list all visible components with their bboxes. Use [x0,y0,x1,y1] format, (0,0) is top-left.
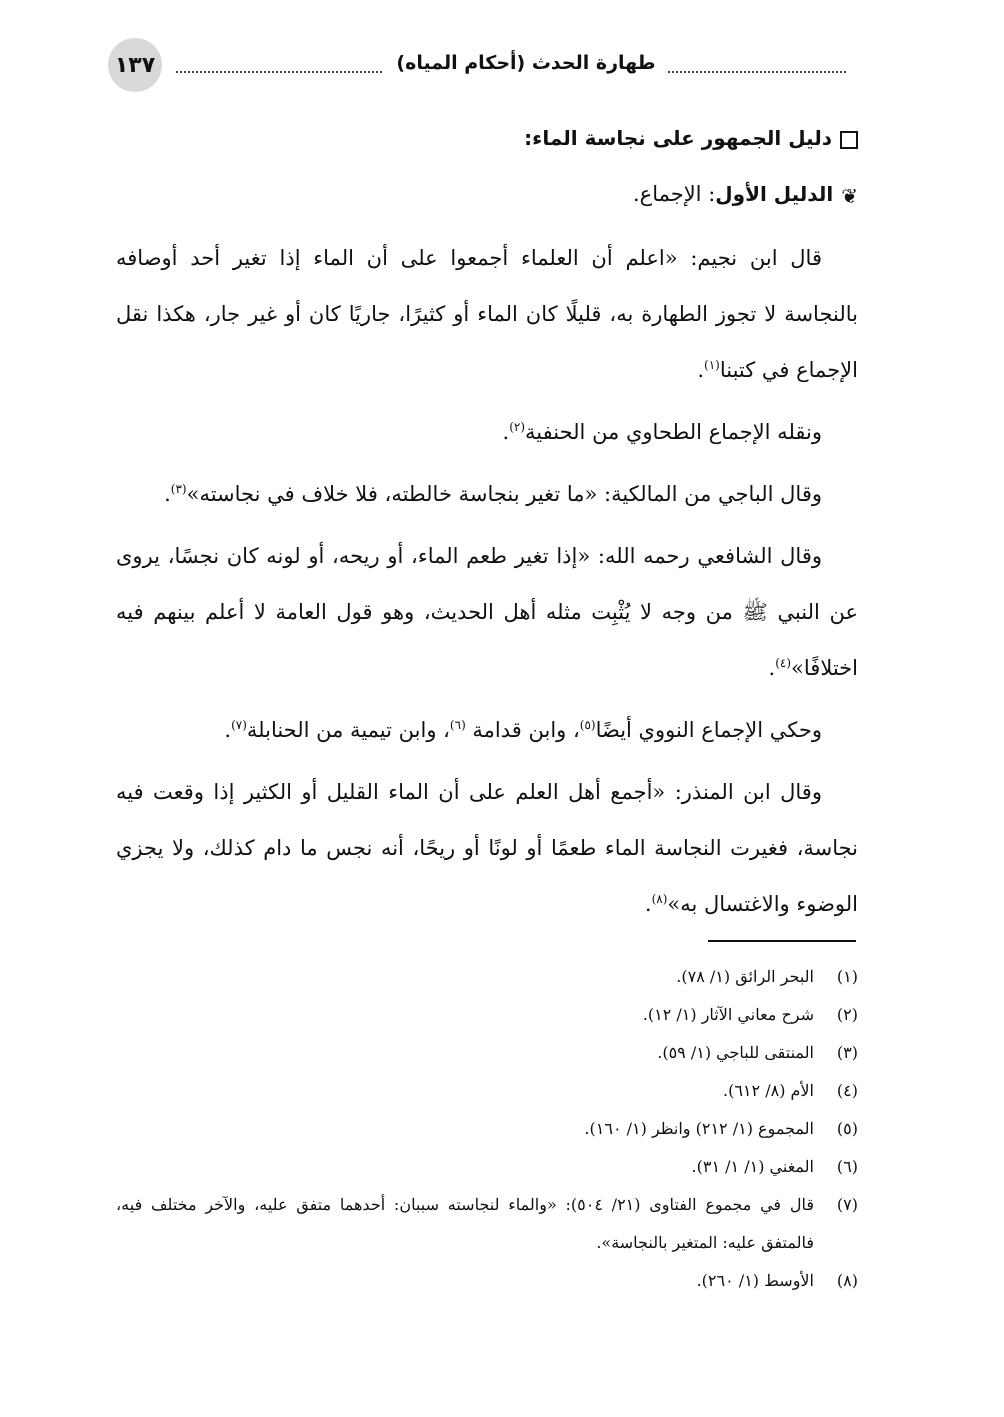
footnote-ref[interactable]: (٤) [775,655,792,670]
footnote-item [116,1186,858,1262]
footnote-ref[interactable]: (٨) [651,891,668,906]
section-heading-text: دليل الجمهور على نجاسة الماء: [524,126,832,150]
paragraph-tail: . [164,481,171,506]
footnote-number: (٨) [836,1271,858,1290]
page-number: ١٣٧ [108,38,162,92]
footnote-ref[interactable]: (٣) [170,481,187,496]
footnote-number: (١) [836,967,858,986]
paragraph-text: وقال الباجي من المالكية: «ما تغير بنجاسة خالطته، فلا خلاف في نجاسته» [186,481,822,506]
evidence-label: الدليل الأول [715,182,834,206]
leaf-ornament-icon: ❦ [841,183,858,208]
footnote-number: (٣) [836,1043,858,1062]
footnote-separator [708,940,856,942]
paragraph-tail: . [224,717,232,742]
footnote-ref[interactable]: (١) [704,357,720,372]
paragraph-tail: . [644,891,652,916]
paragraph-text: ، وابن قدامة [465,717,580,742]
paragraph-tahawi [116,404,858,460]
running-title: طهارة الحدث (أحكام المياه) [396,52,656,74]
paragraph-text: وقال ابن المنذر: «أجمع أهل العلم على أن الماء القليل أو الكثير إذا وقعت فيه نجاسة، فغيرت النجاسة الماء طعمًا أو لونًا أو ريحًا، أنه نجس ما دام كذلك، ولا يجزي الوضوء والاغتسال به» [116,779,858,916]
footnote-item [116,1072,858,1110]
paragraph-tail: . [502,419,510,444]
footnote-item [116,1148,858,1186]
footnotes [116,958,858,1300]
footnote-text: الأوسط (١/ ٢٦٠). [696,1271,814,1290]
section-heading [116,110,858,166]
footnote-ref[interactable]: (٥) [579,717,596,732]
footnote-ref[interactable]: (٢) [509,419,526,434]
checkbox-square-icon [840,131,858,149]
paragraph-ibn-mundhir [116,764,858,932]
footnote-text: البحر الرائق (١/ ٧٨). [676,967,814,986]
paragraph-text: وحكي الإجماع النووي أيضًا [595,717,822,742]
footnote-ref[interactable]: (٦) [449,717,466,732]
footnote-number: (٥) [836,1119,858,1138]
footnote-text: المجموع (١/ ٢١٢) وانظر (١/ ١٦٠). [584,1119,814,1138]
footnote-item [116,1262,858,1300]
footnote-item [116,1110,858,1148]
paragraph-nawawi [116,702,858,758]
footnote-item [116,958,858,996]
footnote-item [116,1034,858,1072]
footnote-ref[interactable]: (٧) [231,717,247,732]
paragraph-shafii [116,528,858,696]
paragraph-baji [116,466,858,522]
footnote-text: المغني (١/ ١/ ٣١). [691,1157,814,1176]
header-dotted-leader-right [668,71,846,73]
footnote-number: (٧) [836,1195,858,1214]
footnote-text: المنتقى للباجي (١/ ٥٩). [657,1043,814,1062]
evidence-text: : الإجماع. [632,182,716,206]
paragraph-tail: . [697,357,704,382]
header-dotted-leader-left [176,71,382,73]
main-text [116,110,858,932]
footnote-item [116,996,858,1034]
evidence-line [116,166,858,224]
footnote-text: الأم (٨/ ٦١٢). [723,1081,814,1100]
paragraph-text: ونقله الإجماع الطحاوي من الحنفية [525,419,822,444]
paragraph-text: ، وابن تيمية من الحنابلة [246,717,450,742]
paragraph-text: قال ابن نجيم: «اعلم أن العلماء أجمعوا على أن الماء إذا تغير أحد أوصافه بالنجاسة لا تجوز الطهارة به، قليلًا كان الماء أو كثيرًا، جاريًا كان أو غير جار، هكذا نقل الإجماع في كتبنا [116,245,858,382]
paragraph-ibn-nujaym [116,230,858,398]
page-header [108,38,848,98]
footnote-text: شرح معاني الآثار (١/ ١٢). [642,1005,814,1024]
footnote-number: (٦) [836,1157,858,1176]
footnote-text: قال في مجموع الفتاوى (٢١/ ٥٠٤): «والماء لنجاسته سببان: أحدهما متفق عليه، والآخر مختلف فيه، فالمتفق عليه: المتغير بالنجاسة». [116,1195,814,1252]
footnote-number: (٤) [836,1081,858,1100]
footnote-number: (٢) [836,1005,858,1024]
paragraph-text: وقال الشافعي رحمه الله: «إذا تغير طعم الماء، أو ريحه، أو لونه كان نجسًا، يروى عن النبي ﷺ من وجه لا يُثْبِت مثله أهل الحديث، وهو قول العامة لا أعلم بينهم فيه اختلافًا» [116,543,858,680]
paragraph-tail: . [768,655,776,680]
